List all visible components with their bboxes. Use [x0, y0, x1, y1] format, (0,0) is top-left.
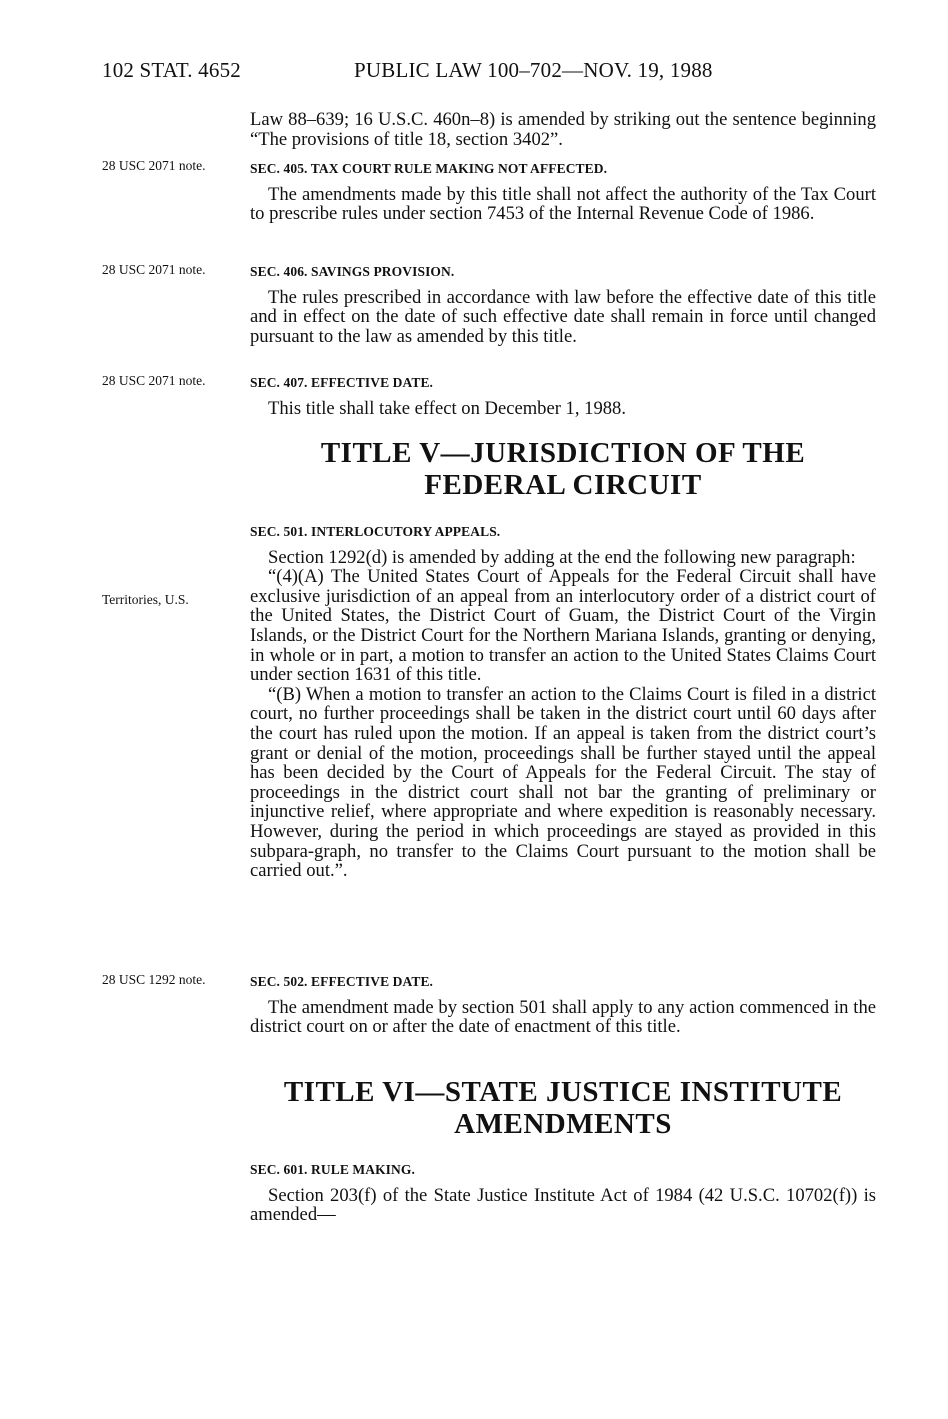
section-text: This title shall take effect on December 1, 1988. — [268, 397, 626, 419]
section-text: The amendments made by this title shall not affect the authority of the Tax Court to prescribe rules under section 7453 of the Internal Revenue Code of 1986. — [250, 183, 876, 225]
subparagraph-b: “(B) When a motion to transfer an action to the Claims Court is filed in a district court, no further proceedings shall be taken in the district court until 60 days after the court has ruled upon the motion. If an appeal is taken from the district court’s grant or denial of the motion, proceedings shall be further stayed until the appeal has been decided by the Court of Appeals for the Federal Circuit. The stay of proceedings in the district court shall not bar the granting of preliminary or injunctive relief, where appropriate and where expedition is reasonably necessary. However, during the period in which proceedings are stayed as provided in this subpara-graph, no transfer to the Claims Court pursuant to the motion shall be carried out.”. — [250, 683, 876, 882]
paragraph-text: Law 88–639; 16 U.S.C. 460n–8) is amended by striking out the sentence beginning “The provisions of title 18, section 3402”. — [250, 109, 876, 150]
section-heading: SEC. 502. EFFECTIVE DATE. — [250, 974, 434, 989]
section-407 — [250, 373, 876, 418]
title-v-heading — [250, 437, 876, 501]
section-heading: SEC. 407. EFFECTIVE DATE. — [250, 375, 434, 390]
stat-page-number: 102 STAT. 4652 — [102, 58, 241, 82]
section-heading: SEC. 501. INTERLOCUTORY APPEALS. — [250, 524, 501, 539]
section-405 — [250, 159, 876, 224]
margin-note-territories: Territories, U.S. — [102, 592, 189, 607]
section-text: The rules prescribed in accordance with law before the effective date of this title and in effect on the date of such effective date shall remain in force until changed pursuant to the law as amended by this title. — [250, 286, 876, 347]
title-line: TITLE VI—STATE JUSTICE INSTITUTE — [283, 1076, 843, 1108]
section-text: Section 203(f) of the State Justice Institute Act of 1984 (42 U.S.C. 10702(f)) is amended— — [250, 1184, 876, 1226]
section-406 — [250, 262, 876, 346]
section-heading: SEC. 405. TAX COURT RULE MAKING NOT AFFECTED. — [250, 161, 608, 176]
section-text: The amendment made by section 501 shall apply to any action commenced in the district court on or after the date of enactment of this title. — [250, 996, 876, 1038]
section-601 — [250, 1160, 876, 1225]
continuation-paragraph — [250, 110, 876, 149]
section-502 — [250, 972, 876, 1037]
title-line: TITLE V—JURISDICTION OF THE — [320, 437, 806, 469]
margin-note-sec407: 28 USC 2071 note. — [102, 373, 206, 388]
section-intro: Section 1292(d) is amended by adding at the end the following new paragraph: — [268, 546, 856, 568]
title-vi-heading — [250, 1076, 876, 1140]
margin-note-sec502: 28 USC 1292 note. — [102, 972, 206, 987]
section-heading: SEC. 406. SAVINGS PROVISION. — [250, 264, 455, 279]
margin-note-sec405: 28 USC 2071 note. — [102, 158, 206, 173]
section-heading: SEC. 601. RULE MAKING. — [250, 1162, 415, 1177]
margin-note-sec406: 28 USC 2071 note. — [102, 262, 206, 277]
title-line: AMENDMENTS — [454, 1108, 672, 1140]
section-501 — [250, 522, 876, 881]
running-title: PUBLIC LAW 100–702—NOV. 19, 1988 — [354, 58, 713, 82]
subparagraph-a: “(4)(A) The United States Court of Appeals for the Federal Circuit shall have exclusive jurisdiction of an appeal from an interlocutory order of a district court of the United States, the District Court of Guam, the District Court of the Virgin Islands, or the District Court for the Northern Mariana Islands, granting or denying, in whole or in part, a motion to transfer an action to the United States Claims Court under section 1631 of this title. — [250, 566, 876, 686]
title-line: FEDERAL CIRCUIT — [424, 469, 702, 501]
